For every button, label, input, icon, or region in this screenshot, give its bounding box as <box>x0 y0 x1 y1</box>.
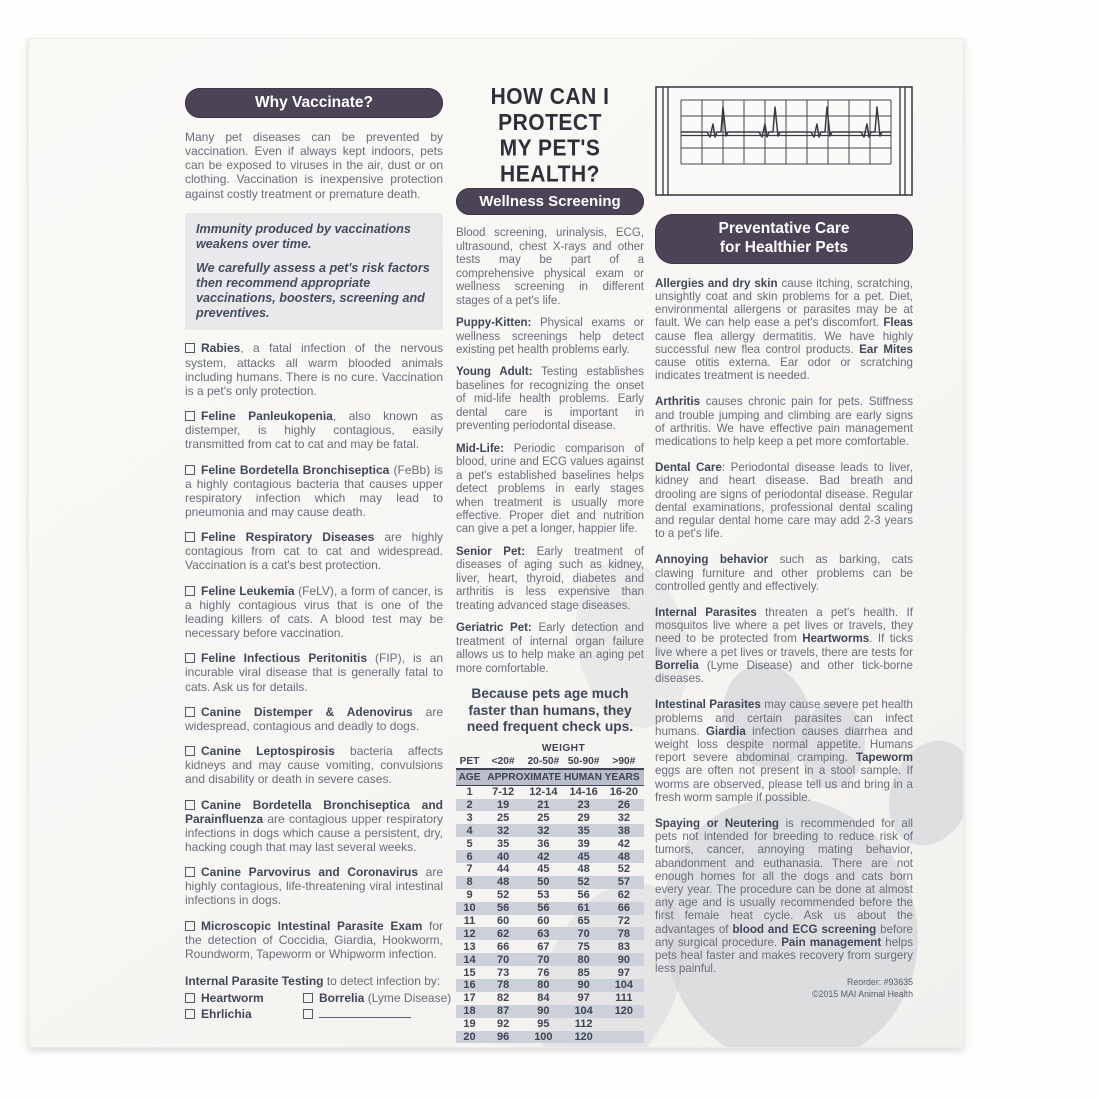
age-table-cell: 20 <box>456 1031 483 1044</box>
life-stage-paragraph <box>456 366 644 433</box>
emphasis-text: Senior Pet: <box>456 545 526 558</box>
age-table-row <box>456 953 644 966</box>
age-table-cell: 17 <box>463 992 476 1005</box>
page-title-line: HOW CAN I PROTECT <box>490 84 610 136</box>
age-table-cell: 80 <box>523 979 563 992</box>
checkbox-icon <box>185 746 195 756</box>
plain-text: . If ticks live where a pet lives or travels, there are tests for <box>655 632 913 659</box>
age-table-cell: 78 <box>483 979 523 992</box>
plain-text: Physical exams or wellness screenings help detect existing pet health problems early. <box>456 317 644 356</box>
page-title-line: MY PET'S HEALTH? <box>499 135 601 188</box>
emphasis-text: Feline Infectious Peritonitis <box>201 651 368 666</box>
age-table-cell: 1 <box>466 786 473 799</box>
age-table-row <box>456 850 644 863</box>
age-table-cell: 80 <box>564 953 604 966</box>
age-table-cell: 78 <box>604 927 644 940</box>
emphasis-text: Ear Mites <box>859 342 913 356</box>
age-table-cell: 12-14 <box>529 786 558 799</box>
life-stage-paragraph <box>456 443 644 537</box>
emphasis-text: Young Adult: <box>456 366 533 379</box>
checkbox-icon <box>185 993 195 1003</box>
plain-text: (FeBb) is a highly contagious bacteria that causes upper respiratory infection which may lead to pneumonia and may cause death. <box>185 462 443 519</box>
plain-text: Early treatment of diseases of aging such as kidney, liver, heart, thyroid, diabetes and arthritis is less expensive than treating advanced stage diseases. <box>456 545 644 612</box>
age-table-row <box>456 902 644 915</box>
plain-text: , also known as distemper, is highly contagious, easily transmitted from cat to cat and may be fatal. <box>185 409 444 452</box>
emphasis-text: Intestinal Parasites <box>655 698 761 712</box>
age-table-cell: 26 <box>604 799 644 812</box>
age-table-cell: 60 <box>497 914 510 927</box>
life-stage-paragraph <box>456 546 644 613</box>
age-table-cell: 25 <box>537 811 550 824</box>
checkbox-icon <box>185 465 195 475</box>
reorder-number: Reorder: #93635 <box>846 977 913 988</box>
weight-header-cell: 20-50# <box>527 755 560 767</box>
callout-line: Immunity produced by vaccinations weakens over time. <box>196 221 411 251</box>
why-vaccinate-header: Why Vaccinate? <box>185 88 443 118</box>
age-table-cell: 23 <box>564 799 604 812</box>
age-table-cell: 40 <box>483 850 523 863</box>
emphasis-text: Microscopic Intestinal Parasite Exam <box>201 918 423 933</box>
age-table-cell: 76 <box>537 966 550 979</box>
age-table-cell: 52 <box>564 876 604 889</box>
age-table-cell: 112 <box>574 1018 593 1031</box>
empty-cell <box>456 743 483 755</box>
plain-text: Periodic comparison of blood, urine and ECG values against a pet's established baselines helps detect problems in early stages when treatment is usually more effective. Proper diet and nutrition can give a pet a longer, happier life. <box>456 442 644 536</box>
emphasis-text: Feline Respiratory Diseases <box>201 530 375 545</box>
age-table-cell: 65 <box>577 914 590 927</box>
age-table-cell: 50 <box>523 876 563 889</box>
care-topic-paragraph <box>655 277 913 383</box>
checklist-item <box>185 530 443 572</box>
plain-text: are widespread, contagious and deadly to dogs. <box>185 704 443 733</box>
vaccine-checklist <box>185 341 443 961</box>
weight-header-cell: >90# <box>612 755 636 767</box>
wellness-screening-column <box>456 84 644 1043</box>
age-table-cell <box>604 1018 644 1031</box>
pet-header-cell: PET <box>459 755 480 767</box>
checkbox-icon <box>185 707 195 717</box>
age-table-row <box>456 979 644 992</box>
plain-text: bacteria affects kidneys and may cause vomiting, convulsions and disability or death in severe cases. <box>185 744 443 787</box>
preventative-care-header <box>655 214 913 264</box>
age-table-cell: 120 <box>604 1005 644 1018</box>
plain-text: (FeLV), a form of cancer, is a highly contagious virus that is one of the leading killers of cats. A blood test may be necessary before vaccination. <box>185 583 443 641</box>
age-table-cell: 11 <box>463 914 476 927</box>
age-table-cell: 75 <box>577 940 590 953</box>
age-table-cell: 60 <box>537 914 550 927</box>
checkbox-icon <box>185 921 195 931</box>
age-table-cell: 7-12 <box>492 786 515 799</box>
age-table-cell: 63 <box>523 927 563 940</box>
age-table-cell: 62 <box>617 889 630 902</box>
parasite-test-option <box>303 1007 451 1021</box>
age-table-cell: 97 <box>577 992 590 1005</box>
age-table-cell: 25 <box>497 811 510 824</box>
age-table-cell: 16-20 <box>609 786 638 799</box>
wellness-screening-header: Wellness Screening <box>456 188 644 215</box>
age-table-row <box>456 785 644 798</box>
age-table-cell: 100 <box>523 1031 563 1044</box>
plain-text: (Lyme Disease) <box>364 991 452 1006</box>
emphasis-text: Internal Parasites <box>655 606 757 620</box>
parasite-test-option <box>185 1007 303 1021</box>
blank-write-in-line <box>319 1008 411 1018</box>
checklist-item <box>185 798 443 855</box>
age-table-cell: 3 <box>466 811 473 824</box>
age-table-cell: 111 <box>615 992 633 1005</box>
plain-text: Early detection and treatment of internal organ failure allows us to help make an aging pet more comfortable. <box>456 622 644 675</box>
checkbox-icon <box>185 343 195 353</box>
parasite-testing-options <box>185 991 452 1022</box>
age-table-cell: 14 <box>456 953 483 966</box>
care-topic-paragraph <box>655 553 913 593</box>
age-table-band-row <box>456 769 644 786</box>
age-table-cell: 66 <box>604 902 644 915</box>
care-topic-paragraph <box>655 698 913 804</box>
age-table-cell: 29 <box>577 811 590 824</box>
checkbox-icon <box>185 411 195 421</box>
plain-text: infection causes diarrhea and weight loss despite normal appetite. Humans report severe abdominal cramping. <box>655 724 913 765</box>
preventative-care-column <box>655 86 913 1001</box>
plain-text: is recommended for all pets not intended for breeding to reduce risk of tumors, cancer, annoying mating behavior, abandonment and euthanasia. There are not enough homes for all the dogs and cats born every year. The procedure can be done at almost any age and is usually recommended before the first female heat cycle. Ask us about the advantages of <box>655 816 913 936</box>
emphasis-text: Canine Distemper & Adenovirus <box>201 704 413 719</box>
checklist-item <box>185 651 443 693</box>
age-table-cell: 72 <box>617 914 630 927</box>
age-table-cell: 52 <box>617 863 630 876</box>
age-table-cell: 73 <box>497 966 510 979</box>
age-table-cell: 56 <box>483 902 523 915</box>
age-table-row <box>456 992 644 1005</box>
age-table-cell: 48 <box>604 850 644 863</box>
age-table-cell: 104 <box>564 1005 604 1018</box>
checklist-item <box>185 584 443 641</box>
age-table-cell: 6 <box>456 850 483 863</box>
age-table-row <box>456 837 644 850</box>
parasite-test-option <box>303 991 451 1005</box>
parasite-testing-heading <box>185 974 443 988</box>
checkbox-icon <box>185 867 195 877</box>
age-table-cell: 35 <box>564 824 604 837</box>
plain-text: are highly contagious from cat to cat and widespread. Vaccination is a cat's best protection. <box>185 530 443 573</box>
emphasis-text: Ehrlichia <box>201 1007 252 1022</box>
page-title <box>456 84 644 187</box>
checkbox-icon <box>303 993 313 1003</box>
age-table-cell: 66 <box>497 940 510 953</box>
emphasis-text: Mid-Life: <box>456 442 504 455</box>
age-table-cell: 32 <box>483 824 523 837</box>
age-table-cell: 56 <box>577 889 590 902</box>
age-table-header-row <box>456 755 644 769</box>
age-table-caption-row <box>456 743 644 755</box>
plain-text: cause otitis externa. Ear odor or scratching indicates treatment is needed. <box>655 356 913 383</box>
emphasis-text: Tapeworm <box>855 751 913 765</box>
age-table-cell: 42 <box>617 837 630 850</box>
plain-text: to detect infection by: <box>323 974 441 989</box>
weight-header-cell: <20# <box>491 755 515 767</box>
plain-text: (Lyme Disease) and other tick-borne diseases. <box>655 658 913 686</box>
age-table-cell: 82 <box>497 992 510 1005</box>
emphasis-text: blood and ECG screening <box>732 922 877 936</box>
age-table-cell: 104 <box>604 979 644 992</box>
age-table-cell: 39 <box>577 837 590 850</box>
plain-text: cause flea allergy dermatitis. We have highly successful new flea control products. <box>655 329 913 356</box>
age-table-row <box>456 966 644 979</box>
age-table-cell: 21 <box>523 799 563 812</box>
age-table-cell: 12 <box>456 927 483 940</box>
checkbox-icon <box>185 532 195 542</box>
age-table-body <box>456 785 644 1043</box>
age-table-cell: 13 <box>463 940 476 953</box>
age-table-row <box>456 863 644 876</box>
age-table-row <box>456 876 644 889</box>
age-table-cell: 96 <box>483 1031 523 1044</box>
parasite-test-option <box>185 991 303 1005</box>
emphasis-text: Fleas <box>883 316 913 330</box>
emphasis-text: Heartworms <box>802 632 870 646</box>
age-table-cell: 18 <box>456 1005 483 1018</box>
age-table-cell: 48 <box>577 863 590 876</box>
age-callout-text: Because pets age much faster than humans, they need frequent check ups. <box>466 685 634 735</box>
age-table-cell: 85 <box>577 966 590 979</box>
age-table-row <box>456 889 644 902</box>
age-table-cell: 42 <box>523 850 563 863</box>
plain-text: : Periodontal disease leads to liver, kidney and heart disease. Bad breath and drooling are signs of periodontal disease. Regular dental examinations, professional dental scaling and regular dental home care may add 2-3 years to a pet's life. <box>655 461 914 541</box>
emphasis-text: Giardia <box>705 724 746 738</box>
age-table-row <box>456 799 644 812</box>
page-footer <box>655 977 913 1001</box>
age-table-cell: 90 <box>604 953 644 966</box>
wellness-intro-paragraph: Blood screening, urinalysis, ECG, ultrasound, chest X-rays and other tests may be part of a comprehensive physical exam or wellness screening in different stages of a pet's life. <box>456 227 644 307</box>
age-table-cell: 48 <box>483 876 523 889</box>
age-table-cell: 7 <box>466 863 473 876</box>
age-table-cell <box>604 1031 644 1044</box>
age-table-cell: 19 <box>483 799 523 812</box>
age-table-cell: 120 <box>564 1031 604 1044</box>
callout-line: We carefully assess a pet's risk factors then recommend appropriate vaccinations, boosters, screening and preventives. <box>196 261 430 321</box>
plain-text: Testing establishes baselines for recognizing the onset of mid-life health problems. Early dental care is important in preventing periodontal disease. <box>456 366 644 433</box>
age-table-row <box>456 811 644 824</box>
age-table-cell: 97 <box>617 966 630 979</box>
life-stage-paragraph <box>456 622 644 676</box>
checklist-item <box>185 865 443 907</box>
age-table-cell: 2 <box>456 799 483 812</box>
age-table-cell: 70 <box>483 953 523 966</box>
age-label-cell: AGE <box>456 769 483 786</box>
checklist-item <box>185 744 443 786</box>
vaccination-intro-paragraph: Many pet diseases can be prevented by vaccination. Even if always kept indoors, pets can be exposed to viruses in the air, dust or on clothing. Vaccination is inexpensive protection against costly treatment or premature death. <box>185 130 443 201</box>
plain-text: eggs are often not present in a stool sample. If worms are observed, please tell us and bring in a fresh worm sample if possible. <box>655 764 913 804</box>
emphasis-text: Feline Panleukopenia <box>201 409 333 424</box>
plain-text: , a fatal infection of the nervous system, attacks all warm blooded animals including humans. There is no cure. Vaccination is a pet's only protection. <box>185 341 443 398</box>
age-table-row <box>456 1018 644 1031</box>
age-table-cell: 67 <box>537 940 550 953</box>
age-table-cell: 57 <box>604 876 644 889</box>
plain-text: may cause severe pet health problems and certain parasites can infect humans. <box>655 698 913 738</box>
age-table-cell: 84 <box>537 992 550 1005</box>
age-table-cell: 19 <box>463 1018 476 1031</box>
checklist-item <box>185 705 443 733</box>
emphasis-text: Canine Parvovirus and Coronavirus <box>201 865 418 880</box>
checkbox-icon <box>185 586 195 596</box>
age-table-cell: 45 <box>564 850 604 863</box>
plain-text: threaten a pet's health. If mosquitos live where a pet lives or travels, they need to be protected from <box>655 606 913 646</box>
weight-header-cell: 50-90# <box>567 755 600 767</box>
care-topic-paragraph <box>655 395 913 448</box>
age-table-cell: 95 <box>537 1018 550 1031</box>
emphasis-text: Rabies <box>201 341 241 356</box>
age-table-cell: 32 <box>523 824 563 837</box>
plain-text: for the detection of Coccidia, Giardia, Hookworm, Roundworm, Tapeworm or Whipworm infection. <box>185 918 443 961</box>
emphasis-text: Pain management <box>781 935 882 949</box>
emphasis-text: Geriatric Pet: <box>456 622 532 635</box>
checklist-item <box>185 341 443 398</box>
age-table-cell: 70 <box>564 927 604 940</box>
age-table-cell: 44 <box>497 863 510 876</box>
age-table-cell: 87 <box>483 1005 523 1018</box>
age-table-cell: 38 <box>604 824 644 837</box>
age-table-cell: 32 <box>617 811 630 824</box>
plain-text: (FIP), is an incurable viral disease that is generally fatal to cats. Ask us for details. <box>185 651 443 694</box>
age-table-cell: 5 <box>466 837 473 850</box>
care-topic-paragraph <box>655 606 913 685</box>
age-table-cell: 36 <box>537 837 550 850</box>
age-table-row <box>456 915 644 928</box>
plain-text: such as barking, cats clawing furniture and other problems can be controlled gently and effectively. <box>655 553 913 593</box>
emphasis-text: Feline Bordetella Bronchiseptica <box>201 462 390 477</box>
age-table-cell: 90 <box>523 1005 563 1018</box>
emphasis-text: Annoying behavior <box>655 553 769 567</box>
age-table-cell: 70 <box>523 953 563 966</box>
age-table-cell: 62 <box>483 927 523 940</box>
life-stage-paragraph <box>456 317 644 357</box>
age-table-row <box>456 927 644 940</box>
immunity-callout-box <box>185 213 443 331</box>
age-table-row <box>456 824 644 837</box>
weight-caption: WEIGHT <box>541 743 586 755</box>
age-table-cell: 4 <box>456 824 483 837</box>
plain-text: are highly contagious, life-threatening viral intestinal infections in dogs. <box>185 865 443 908</box>
emphasis-text: Puppy-Kitten: <box>456 317 532 330</box>
preventative-care-header-line: Preventative Care <box>718 220 850 237</box>
age-table-cell: 15 <box>463 966 476 979</box>
human-years-label-cell: APPROXIMATE HUMAN YEARS <box>483 769 644 786</box>
preventative-care-header-line: for Healthier Pets <box>719 238 849 256</box>
care-topic-paragraph <box>655 817 913 975</box>
checkbox-icon <box>185 653 195 663</box>
age-table-row <box>456 940 644 953</box>
age-table-cell: 10 <box>456 902 483 915</box>
why-vaccinate-column <box>185 88 452 1022</box>
plain-text: causes chronic pain for pets. Stiffness and trouble jumping and climbing are early signs of arthritis. We have effective pain management medications to help keep a pet more comfortable. <box>655 395 913 449</box>
age-table-cell: 45 <box>537 863 550 876</box>
emphasis-text: Feline Leukemia <box>201 583 295 598</box>
age-table-cell: 9 <box>466 889 473 902</box>
age-table-cell: 14-16 <box>569 786 598 799</box>
emphasis-text: Borrelia <box>655 658 699 672</box>
checklist-item <box>185 463 443 520</box>
age-table-cell: 8 <box>456 876 483 889</box>
checklist-item <box>185 409 443 451</box>
plain-text: cause itching, scratching, unsightly coat and skin problems for a pet. Diet, environmental allergens or parasites may be at fault. We can help ease a pet's discomfort. <box>655 276 913 330</box>
emphasis-text: Dental Care <box>655 461 722 475</box>
plain-text: are contagious upper respiratory infections in dogs which cause a persistent, dry, hacking cough that may last several weeks. <box>185 811 443 854</box>
plain-text: helps pets heal faster and makes recovery from surgery less painful. <box>655 935 914 976</box>
emphasis-text: Internal Parasite Testing <box>185 974 324 989</box>
age-table-row <box>456 1005 644 1018</box>
plain-text: before any surgical procedure. <box>655 922 913 949</box>
emphasis-text: Canine Bordetella Bronchiseptica and Parainfluenza <box>185 797 443 826</box>
age-table-cell: 90 <box>564 979 604 992</box>
emphasis-text: Spaying or Neutering <box>655 816 779 830</box>
care-topic-paragraph <box>655 461 913 540</box>
checkbox-icon <box>185 1009 195 1019</box>
ecg-strip-icon <box>655 86 913 196</box>
checklist-item <box>185 919 443 961</box>
age-table-cell: 56 <box>523 902 563 915</box>
pet-age-table <box>456 743 644 1044</box>
age-table-cell: 92 <box>497 1018 510 1031</box>
emphasis-text: Arthritis <box>655 395 701 409</box>
age-table-cell: 16 <box>456 979 483 992</box>
age-table-cell: 83 <box>617 940 630 953</box>
age-table-cell: 52 <box>497 889 510 902</box>
checkbox-icon <box>185 800 195 810</box>
age-table-cell: 53 <box>537 889 550 902</box>
emphasis-text: Allergies and dry skin <box>655 276 778 290</box>
age-table-row <box>456 1031 644 1044</box>
emphasis-text: Heartworm <box>201 991 264 1006</box>
copyright-text: ©2015 MAI Animal Health <box>812 989 913 1000</box>
age-table-cell: 35 <box>497 837 510 850</box>
emphasis-text: Canine Leptospirosis <box>201 744 335 759</box>
checkbox-icon <box>303 1009 313 1019</box>
age-table-cell: 61 <box>564 902 604 915</box>
emphasis-text: Borrelia <box>319 991 365 1006</box>
